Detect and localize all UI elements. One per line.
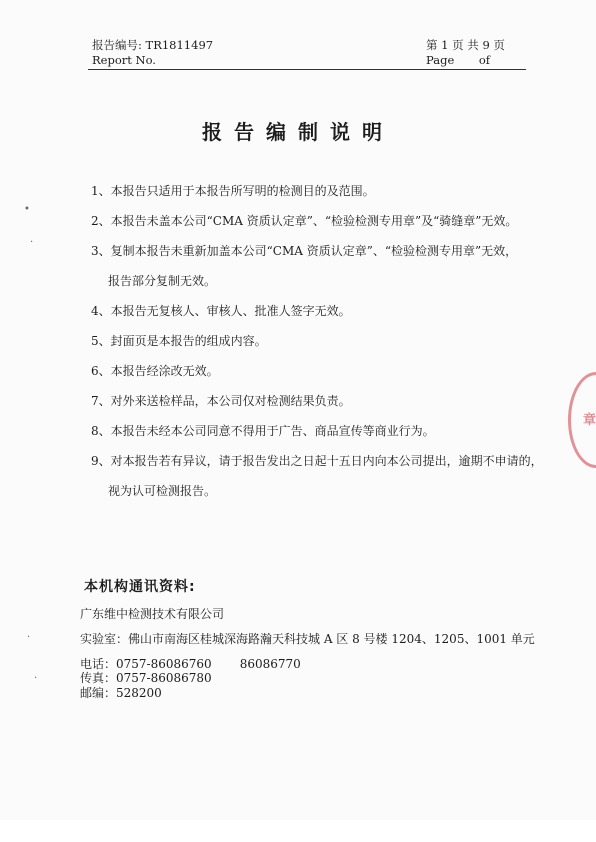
contact-heading: 本机构通讯资料: (84, 579, 196, 595)
note-item: 9、对本报告若有异议，请于报告发出之日起十五日内向本公司提出，逾期不申请的， (91, 454, 543, 468)
report-number-en: Report No. (92, 53, 156, 67)
seal-stamp: 章 (568, 372, 596, 468)
of-label-en: of (478, 53, 490, 67)
postcode: 邮编：528200 (80, 686, 162, 700)
report-number-cn: 报告编号: TR1811497 (92, 38, 214, 52)
lab-address: 实验室：佛山市南海区桂城深海路瀚天科技城 A 区 8 号楼 1204、1205、1001 单元 (80, 632, 535, 646)
scan-speck: • (24, 204, 30, 215)
page-bottom-margin (0, 820, 596, 842)
note-item-continuation: 视为认可检测报告。 (108, 484, 217, 498)
note-item-continuation: 报告部分复制无效。 (108, 274, 217, 288)
page-number-en (426, 53, 490, 68)
note-item: 6、本报告经涂改无效。 (91, 364, 219, 378)
page-label-en: Page (426, 53, 455, 67)
note-item: 5、封面页是本报告的组成内容。 (91, 334, 267, 348)
page-title: 报告编制说明 (202, 120, 394, 144)
fax: 传真：0757-86086780 (80, 671, 212, 685)
note-item: 1、本报告只适用于本报告所写明的检测目的及范围。 (91, 184, 375, 198)
telephone-secondary: 86086770 (239, 657, 301, 671)
header-divider (88, 69, 526, 70)
notes-list (91, 183, 541, 513)
note-item: 8、本报告未经本公司同意不得用于广告、商品宣传等商业行为。 (91, 424, 435, 438)
company-name: 广东维中检测技术有限公司 (80, 607, 225, 621)
scan-speck: · (27, 632, 31, 643)
note-item: 2、本报告未盖本公司“CMA 资质认定章”、“检验检测专用章”及“骑缝章”无效。 (91, 214, 518, 228)
scan-speck: · (30, 237, 34, 248)
scan-speck: · (34, 673, 38, 684)
note-item: 3、复制本报告未重新加盖本公司“CMA 资质认定章”、“检验检测专用章”无效， (91, 244, 518, 258)
note-item: 4、本报告无复核人、审核人、批准人签字无效。 (91, 304, 351, 318)
page-number-block (426, 38, 526, 68)
telephone-primary: 电话：0757-86086760 (80, 657, 212, 671)
report-number-block (92, 38, 213, 68)
note-item: 7、对外来送检样品，本公司仅对检测结果负责。 (91, 394, 351, 408)
page-number-cn: 第 1 页 共 9 页 (426, 38, 505, 52)
